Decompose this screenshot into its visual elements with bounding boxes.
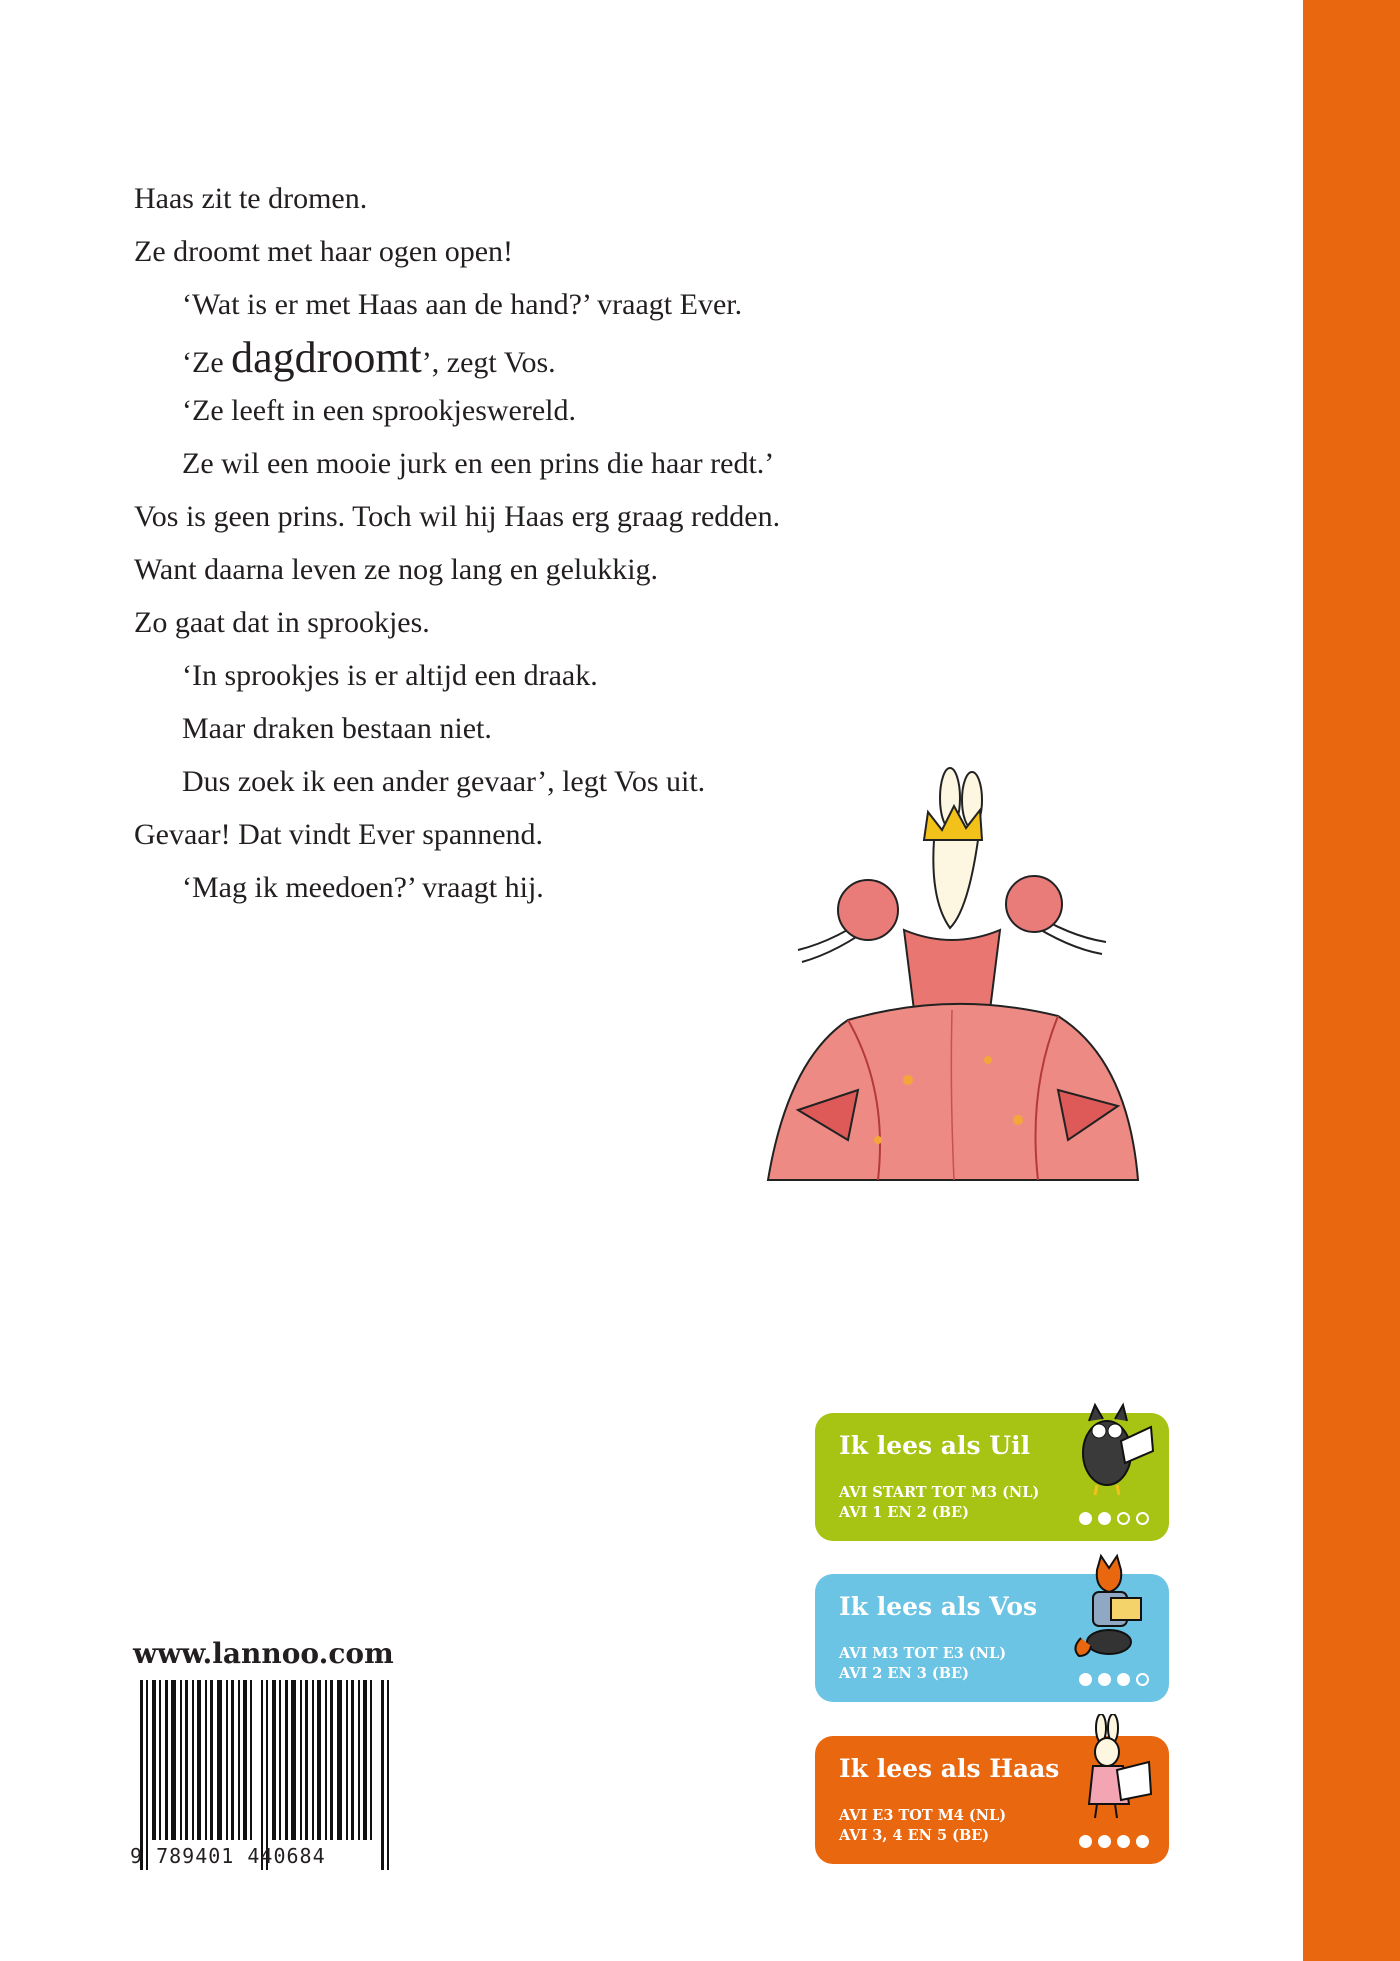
princess-hare-illustration — [728, 760, 1178, 1200]
level-dots — [1079, 1512, 1149, 1525]
website-link[interactable]: www.lannoo.com — [133, 1637, 394, 1670]
hare-reading-icon — [1067, 1714, 1159, 1824]
level-dot-empty — [1117, 1512, 1130, 1525]
avi-nl: AVI START TOT M3 (NL) — [839, 1484, 1040, 1501]
story-line: Gevaar! Dat vindt Ever spannend. — [134, 818, 544, 851]
story-line: Haas zit te dromen. — [134, 182, 368, 215]
orange-spine — [1303, 0, 1400, 1961]
story-line: Zo gaat dat in sprookjes. — [134, 606, 430, 639]
level-dot-filled — [1098, 1512, 1111, 1525]
owl-reading-icon — [1067, 1391, 1159, 1501]
avi-nl: AVI M3 TOT E3 (NL) — [839, 1645, 1007, 1662]
story-line: ‘Wat is er met Haas aan de hand?’ vraagt Ever. — [182, 288, 743, 321]
level-dot-empty — [1136, 1512, 1149, 1525]
story-line: Want daarna leven ze nog lang en gelukkig. — [134, 553, 659, 586]
avi-nl: AVI E3 TOT M4 (NL) — [839, 1807, 1007, 1824]
level-dot-filled — [1079, 1835, 1092, 1848]
level-avi — [839, 1483, 1039, 1523]
level-dot-filled — [1079, 1673, 1092, 1686]
level-dot-filled — [1098, 1673, 1111, 1686]
story-line: Dus zoek ik een ander gevaar’, legt Vos uit. — [182, 765, 706, 798]
story-line: Ze droomt met haar ogen open! — [134, 235, 514, 268]
barcode — [140, 1680, 390, 1870]
story-line: ‘Mag ik meedoen?’ vraagt hij. — [182, 871, 544, 904]
fox-reading-icon — [1067, 1552, 1159, 1662]
story-line: ‘Ze leeft in een sprookjeswereld. — [182, 394, 576, 427]
story-text-fragment: ’, zegt Vos. — [421, 346, 556, 379]
level-badge-vos — [815, 1574, 1169, 1702]
avi-be: AVI 3, 4 EN 5 (BE) — [839, 1827, 990, 1844]
story-text-fragment: ‘Ze — [182, 346, 232, 379]
level-dot-filled — [1098, 1835, 1111, 1848]
level-avi — [839, 1644, 1006, 1684]
story-line — [134, 331, 1134, 384]
level-dots — [1079, 1835, 1149, 1848]
story-line: Vos is geen prins. Toch wil hij Haas erg graag redden. — [134, 500, 781, 533]
level-dot-filled — [1117, 1835, 1130, 1848]
level-title: Ik lees als Uil — [839, 1431, 1031, 1460]
story-line: Ze wil een mooie jurk en een prins die haar redt.’ — [182, 447, 775, 480]
level-dot-filled — [1079, 1512, 1092, 1525]
level-title: Ik lees als Vos — [839, 1592, 1038, 1621]
level-badge-haas — [815, 1736, 1169, 1864]
highlighted-word: dagdroomt — [231, 333, 422, 382]
level-badge-uil — [815, 1413, 1169, 1541]
avi-be: AVI 1 EN 2 (BE) — [839, 1504, 969, 1521]
level-avi — [839, 1806, 1006, 1846]
story-line: ‘In sprookjes is er altijd een draak. — [182, 659, 598, 692]
barcode-number: 9 789401 440684 — [130, 1844, 326, 1868]
level-dot-filled — [1117, 1673, 1130, 1686]
level-title: Ik lees als Haas — [839, 1754, 1060, 1783]
level-dot-filled — [1136, 1835, 1149, 1848]
story-line: Maar draken bestaan niet. — [182, 712, 492, 745]
avi-be: AVI 2 EN 3 (BE) — [839, 1665, 969, 1682]
level-dot-empty — [1136, 1673, 1149, 1686]
level-dots — [1079, 1673, 1149, 1686]
